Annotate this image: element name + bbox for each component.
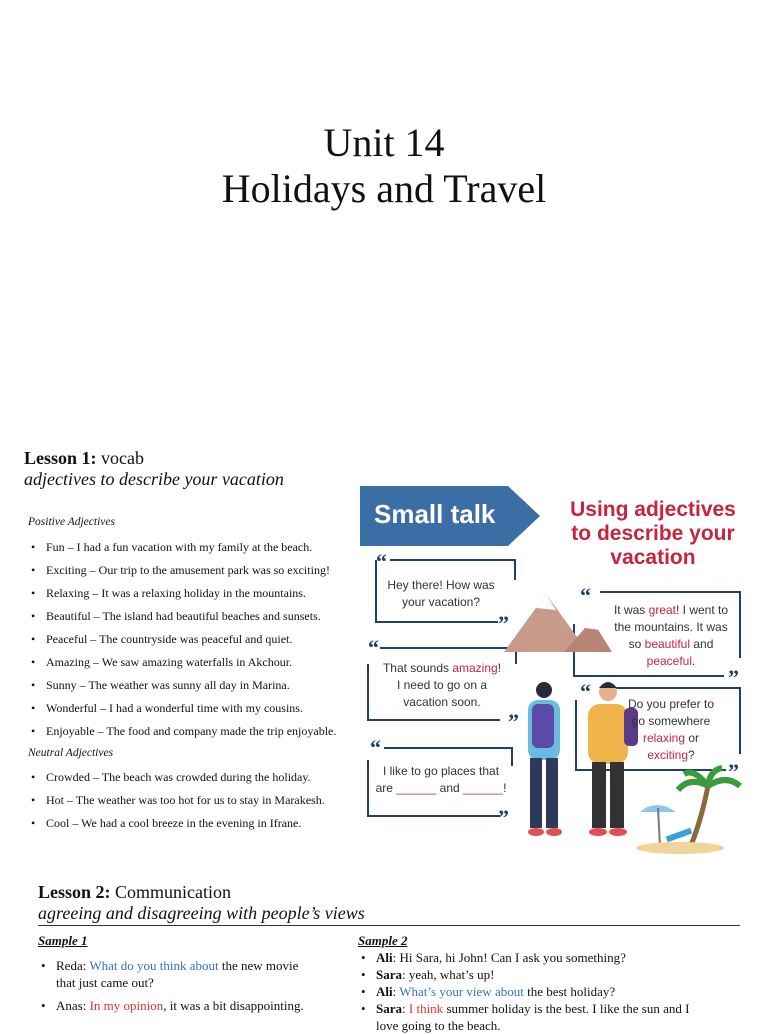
list-item: • Peaceful – The countryside was peaceful and quiet. [28,632,336,655]
blank: ______ [463,781,504,795]
text: the best holiday? [523,984,616,999]
text: ! [503,781,507,795]
open-quote-icon: “ [370,735,381,760]
list-item: • Amazing – We saw amazing waterfalls in Akchour. [28,655,336,678]
list-item: • Fun – I had a fun vacation with my family at the beach. [28,540,336,563]
divider [38,925,740,926]
bubble-line: the mountains. It was [614,620,728,634]
sample2-dialogue [358,949,740,1034]
list-item: • Sunny – The weather was sunny all day in Marina. [28,678,336,701]
lesson2-subtitle: agreeing and disagreeing with people’s views [38,903,365,923]
bubble-line: I need to go on a [396,678,488,692]
speaker: Reda: [56,958,90,973]
phrase-highlight: What’s your view about [399,984,524,999]
text: : [402,1001,409,1016]
open-quote-icon: “ [580,679,591,704]
dialogue-line [38,957,328,997]
dialogue-line [38,997,328,1014]
list-item: • Wonderful – I had a wonderful time with my cousins. [28,701,336,724]
bubble-2 [596,602,746,670]
bubble-line: vacation soon. [403,695,481,709]
sample2-label: Sample 2 [358,933,408,948]
woman-figure-icon [528,682,562,836]
beach-palm-icon [636,768,740,854]
infographic-heading [548,498,758,570]
list-item: • Relaxing – It was a relaxing holiday in the mountains. [28,586,336,609]
phrase-highlight: I think [408,1001,444,1016]
highlight: peaceful [646,654,693,668]
list-item: • Enjoyable – The food and company made the trip enjoyable. [28,724,336,747]
text: the new movie [218,958,299,973]
list-item: • Crowded – The beach was crowded during the holiday. [28,770,325,793]
speaker: Ali [376,950,393,965]
list-item: • Hot – The weather was too hot for us to stay in Marakesh. [28,793,325,816]
highlight: relaxing [642,731,685,745]
text: That sounds [382,661,453,675]
lesson1-label: Lesson 1: [24,448,97,468]
bubble-line: Hey there! How was [387,578,495,592]
text: are [375,781,397,795]
open-quote-icon: “ [368,635,379,660]
text: : Hi Sara, hi John! Can I ask you something? [392,950,626,965]
bubble-5 [368,763,514,797]
close-quote-icon: ” [498,805,509,830]
close-quote-icon: ” [728,665,739,690]
text: so [628,637,645,651]
dialogue-line [358,983,740,1000]
heading-line: to describe your [571,522,735,545]
text: , it was a bit disappointing. [163,998,304,1013]
phrase-highlight: In my opinion [89,998,164,1013]
highlight: beautiful [644,637,691,651]
open-quote-icon: “ [376,549,387,574]
speaker: Sara [376,967,402,982]
bubble-1 [374,577,508,611]
bubble-line: I like to go places that [382,764,500,778]
text: and [690,637,714,651]
text: : [392,984,400,999]
text: love going to the beach. [376,1018,501,1033]
text: ! [497,661,502,675]
close-quote-icon: ” [508,709,519,734]
highlight: great [648,603,676,617]
positive-list [28,540,336,747]
lesson1-heading [24,448,144,469]
lesson2-label: Lesson 2: [38,882,111,902]
dialogue-line [358,1000,740,1034]
text: ! I went to [676,603,729,617]
small-talk-infographic [360,486,760,858]
lesson2-heading [38,882,231,903]
neutral-list [28,770,325,839]
text: : yeah, what’s up! [402,967,495,982]
close-quote-icon: ” [498,611,509,636]
speaker: Sara [376,1001,402,1016]
list-item: • Beautiful – The island had beautiful beaches and sunsets. [28,609,336,632]
text: or [685,731,700,745]
open-quote-icon: “ [580,583,591,608]
sample1-label: Sample 1 [38,933,88,948]
unit-subtitle: Holidays and Travel [221,166,547,211]
highlight: amazing [452,661,498,675]
dialogue-line [358,949,740,966]
text: that just came out? [56,975,154,990]
speaker: Anas: [56,998,90,1013]
bubble-3 [370,660,514,711]
neutral-label: Neutral Adjectives [28,747,114,759]
heading-line: Using adjectives [570,498,736,521]
heading-line: vacation [610,546,696,569]
phrase-highlight: What do you think about [89,958,219,973]
text: ? [688,748,695,762]
sample1-dialogue [38,957,328,1014]
text: . [692,654,696,668]
list-item: • Exciting – Our trip to the amusement park was so exciting! [28,563,336,586]
list-item: • Cool – We had a cool breeze in the evening in Ifrane. [28,816,325,839]
lesson1-subtitle: adjectives to describe your vacation [24,469,284,489]
lesson1-topic: vocab [96,448,144,468]
highlight: exciting [647,748,688,762]
text: and [436,781,464,795]
positive-label: Positive Adjectives [28,516,115,528]
unit-title: Unit 14 [323,120,445,165]
text: summer holiday is the best. I like the sun and I [443,1001,690,1016]
lesson2-topic: Communication [110,882,232,902]
bubble-line: Do you prefer to [627,697,715,711]
bubble-line: go somewhere [631,714,711,728]
close-quote-icon: ” [728,759,739,784]
bubble-line: your vacation? [401,595,481,609]
blank: ______ [396,781,437,795]
dialogue-line [358,966,740,983]
text: It was [613,603,649,617]
bubble-4 [596,696,746,764]
small-talk-label: Small talk [374,499,496,529]
speaker: Ali [376,984,393,999]
